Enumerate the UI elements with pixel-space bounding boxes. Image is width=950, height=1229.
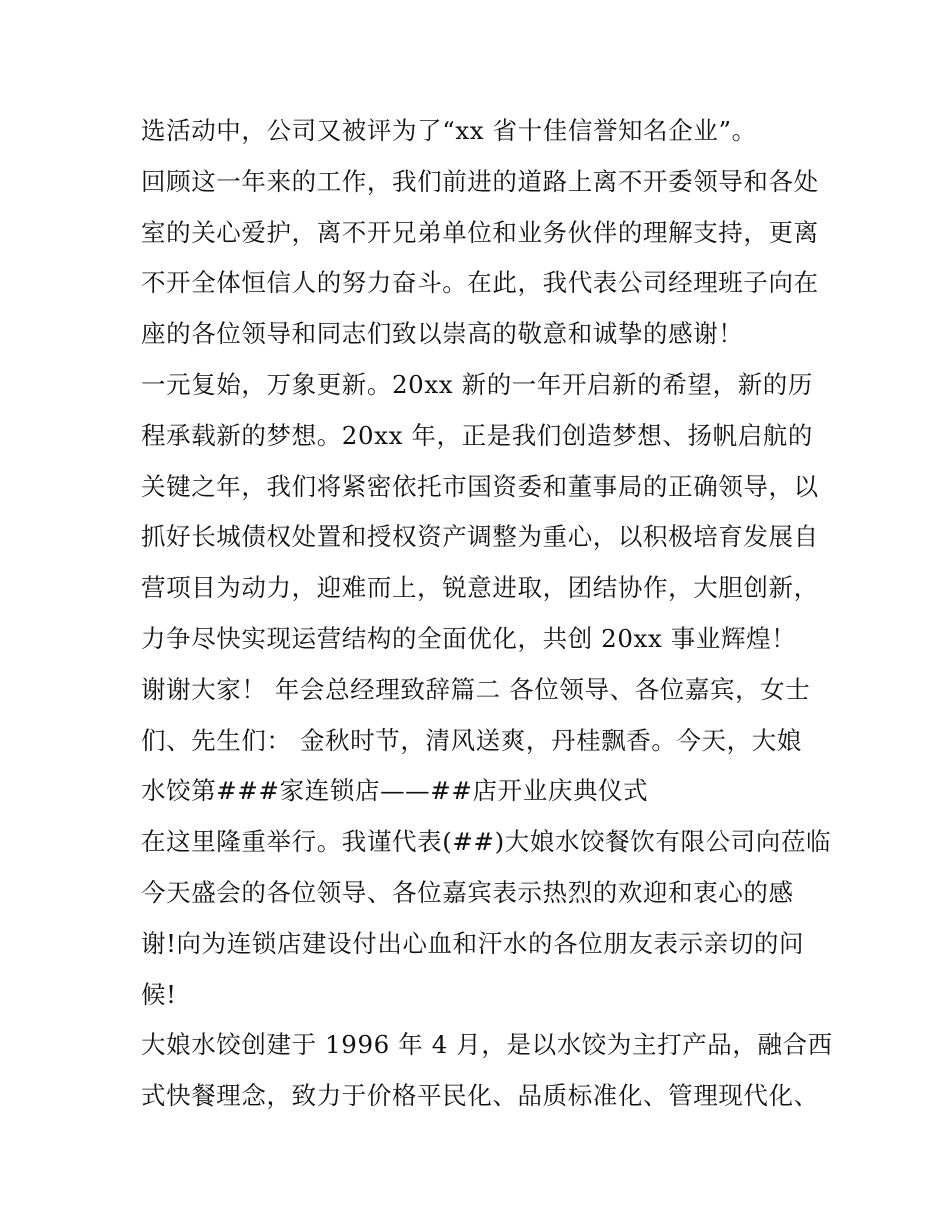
text-line: 抓好长城债权处置和授权资产调整为重心，以积极培育发展自	[141, 522, 819, 552]
text-line: 候!	[141, 979, 177, 1009]
text-line: 回顾这一年来的工作，我们前进的道路上离不开委领导和各处	[141, 166, 819, 196]
text-line: 谢!向为连锁店建设付出心血和汗水的各位朋友表示亲切的问	[141, 928, 805, 958]
text-line: 力争尽快实现运营结构的全面优化，共创 20xx 事业辉煌！	[141, 623, 797, 653]
body-text	[141, 109, 833, 1125]
text-line: 室的关心爱护，离不开兄弟单位和业务伙伴的理解支持，更离	[141, 217, 819, 247]
text-line: 选活动中，公司又被评为了“xx 省十佳信誉知名企业”。	[141, 116, 757, 145]
text-line: 们、先生们： 金秋时节，清风送爽，丹桂飘香。今天，大娘	[141, 725, 802, 755]
text-line: 式快餐理念，致力于价格平民化、品质标准化、管理现代化、	[141, 1081, 819, 1111]
text-line: 关键之年，我们将紧密依托市国资委和董事局的正确领导，以	[141, 471, 819, 501]
text-line: 程承载新的梦想。20xx 年，正是我们创造梦想、扬帆启航的	[141, 420, 813, 450]
text-line: 营项目为动力，迎难而上，锐意进取，团结协作，大胆创新，	[141, 573, 819, 603]
text-line: 一元复始，万象更新。20xx 新的一年开启新的希望，新的历	[141, 369, 813, 399]
text-line: 大娘水饺创建于 1996 年 4 月，是以水饺为主打产品，融合西	[141, 1030, 833, 1060]
text-line: 水饺第###家连锁店——##店开业庆典仪式	[141, 776, 649, 806]
text-line: 今天盛会的各位领导、各位嘉宾表示热烈的欢迎和衷心的感	[141, 877, 794, 907]
text-line: 座的各位领导和同志们致以崇高的敬意和诚挚的感谢！	[141, 319, 744, 349]
text-line: 不开全体恒信人的努力奋斗。在此，我代表公司经理班子向在	[141, 268, 819, 298]
text-line: 谢谢大家！ 年会总经理致辞篇二 各位领导、各位嘉宾，女士	[141, 674, 811, 704]
text-line: 在这里隆重举行。我谨代表(##)大娘水饺餐饮有限公司向莅临	[141, 827, 832, 857]
